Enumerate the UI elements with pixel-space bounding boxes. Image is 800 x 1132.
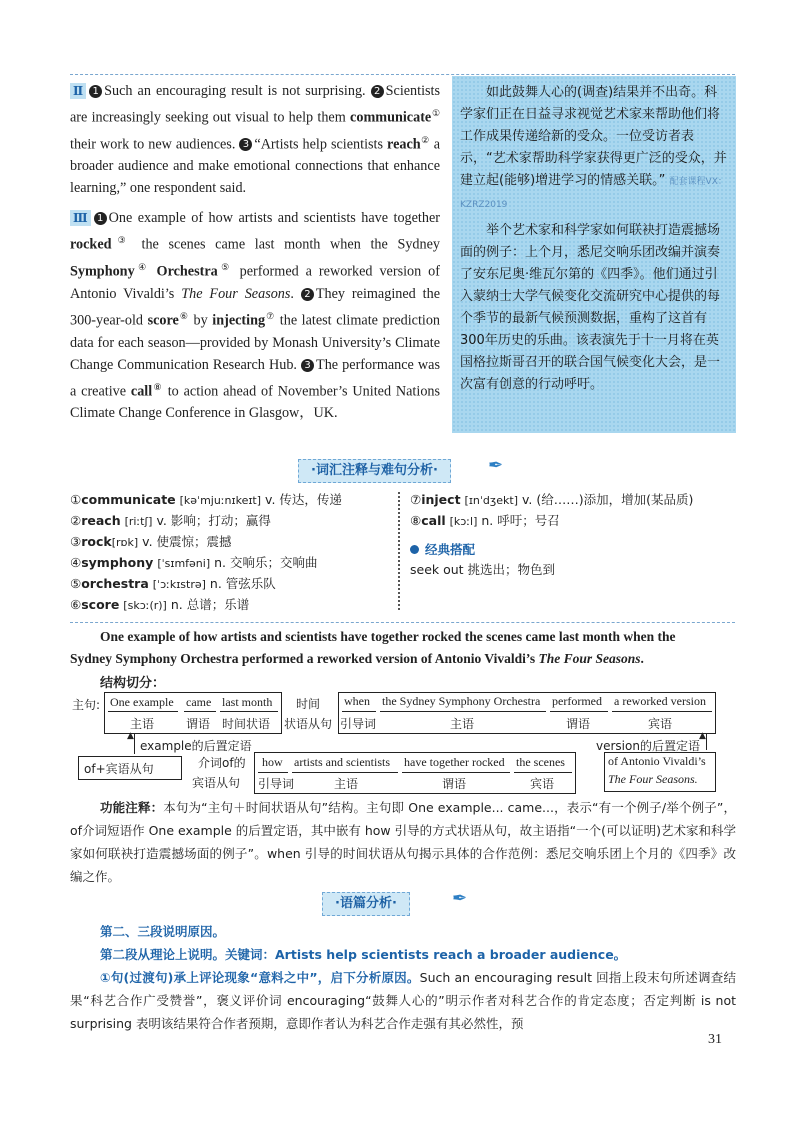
sentence-number: 3 [239,138,252,151]
vocab-word: score [147,312,179,329]
vocab-entry: ⑤orchestra [ˈɔːkɪstrə] n. 管弦乐队 [70,576,276,591]
analysis-subheading: 第二段从理论上说明。关键词：Artists help scientists reach a broader audience。 [100,947,627,962]
arrow-up-icon: ▲ [127,731,134,741]
feather-pen-icon: ✒ [452,888,468,908]
feather-pen-icon: ✒ [488,455,504,475]
paragraph-3: Ⅲ 1 One example of how artists and scientists have together rocked③ the scenes came last month when the Sydney Symphony④ Orchestra⑤ performed a reworked version of Antonio Vivaldi’s The Four Seasons. 2 They reimagined the 300-year-old score⑥ by injecting⑦ the latest climate prediction data for each season—provided by Monash University’s Climate Change Communication Research Hub. 3 The performance was a creative call⑧ to action ahead of November’s United Nations Climate Change Conference in Glasgow，UK. [70,210,441,422]
vocab-entry: ②reach [riːtʃ] v. 影响；打动；赢得 [70,513,271,528]
vocab-word: reach [387,136,421,153]
arrow-line [706,734,707,750]
vocab-word: call [130,383,153,400]
analysis-text: ①句(过渡句)承上评论现象“意料之中”，启下分析原因。Such an encouraging result 回指上段末句所述调查结果“科艺合作广受赞誉”，褒义评价词 encouraging“鼓舞人心的”明示作者对科艺合作的肯定态度；否定判断 is not surprising 表明该结果符合作者预期，意即作者认为科艺合作走强有其必然性，预 [70,970,736,1031]
function-note: 功能注释：本句为“主句＋时间状语从句”结构。主句即 One example... came...，表示“有一个例子/举个例子”，of介词短语作 One example 的后置定语，其中嵌有 how 引导的方式状语从句，故主语指“一个(可以证明)艺术家和科学家如何联袂打造震撼场面的例子”。when 引导的时间状语从句揭示具体的合作范例：悉尼交响乐团上个月的《四季》改编之作。 [70,800,736,884]
arrow-up-icon: ▲ [699,731,706,741]
collocation-heading: 经典搭配 [410,540,693,560]
paragraph-marker: Ⅱ [70,83,86,99]
sentence-number: 1 [94,212,107,225]
vocab-word: injecting [212,312,266,329]
vocab-section-banner: ·词汇注释与难句分析· [298,459,451,483]
watermark: 配套课程VX：KZRZ2019 [460,177,727,210]
vocab-word: communicate [350,109,432,126]
collocation-entry: seek out 挑选出；物色到 [410,562,556,577]
page-number: 31 [708,1032,722,1047]
sentence-number: 3 [301,359,314,372]
structure-diagram: 主句: One example came last month 主语 谓语 时间状语 时间 状语从句 when the Sydney Symphony Orchestra performed a reworked version 引导词 主语 谓语 宾语 ▲ example的后置定语 介词of的 宾语从句 of+宾语从句 how artists and scientists have together rocked the scenes 引导词 主语 谓语 宾语 ▲ version的后置定语 of Antonio Vivaldi’s The Four Seasons. [0,0,800,1132]
difficult-sentence-line1: One example of how artists and scientists have together rocked the scenes came last month when the [100,629,676,644]
vocab-word: Orchestra [156,263,218,280]
discourse-analysis [70,920,736,1035]
translation-paragraph: 如此鼓舞人心的(调查)结果并不出奇。科学家们正在日益寻求视觉艺术家来帮助他们将工作成果传递给新的受众。一位受访者表示，“艺术家帮助科学家获得更广泛的受众，并建立起(能够)增进学习的情感关联。” 配套课程VX：KZRZ2019 [460,85,727,210]
sentence-number: 2 [371,85,384,98]
vocab-word: rocked [70,237,112,254]
vocab-entry: ④symphony [ˈsɪmfəni] n. 交响乐；交响曲 [70,555,318,570]
analysis-heading: 第二、三段说明原因。 [100,924,226,939]
analysis-section-banner: ·语篇分析· [322,892,410,916]
structure-heading: 结构切分： [100,676,166,691]
vocab-entry: ③rock[rɒk] v. 使震惊；震撼 [70,534,232,549]
arrow-line [134,734,135,754]
vocab-word: Symphony [70,263,135,280]
vocab-entry: ⑧call [kɔːl] n. 呼吁；号召 [410,513,560,528]
sentence-number: 1 [89,85,102,98]
translation-paragraph: 举个艺术家和科学家如何联袂打造震撼场面的例子：上个月，悉尼交响乐团改编并演奏了安东尼奥·维瓦尔第的《四季》。他们通过引入蒙纳士大学气候变化交流研究中心提供的每个季节的最新气候预测数据，重构了这首有300年历史的乐曲。该表演先于十一月将在英国格拉斯哥召开的联合国气候变化大会，是一次富有创意的行动呼吁。 [460,223,721,392]
paragraph-2: Ⅱ 1 Such an encouraging result is not surprising. 2 Scientists are increasingly seeking out visual to help them communicate① their work to new audiences. 3 “Artists help scientists reach② a broader audience and make emotional connections that enhance learning,” one respondent said. [70,83,441,197]
main-clause-label: 主句: [72,698,101,712]
work-title: The Four Seasons [181,285,291,302]
vocab-entry: ⑦inject [ɪnˈdʒekt] v. (给……)添加，增加(某品质) [410,492,694,507]
difficult-sentence-line2: Sydney Symphony Orchestra performed a reworked version of Antonio Vivaldi’s The Four Seasons. [70,651,644,666]
sentence-number: 2 [301,288,314,301]
vocab-entry: ⑥score [skɔː(r)] n. 总谱；乐谱 [70,597,250,612]
paragraph-marker: Ⅲ [70,210,91,226]
vocab-entry: ①communicate [kəˈmjuːnɪkeɪt] v. 传达，传递 [70,492,342,507]
